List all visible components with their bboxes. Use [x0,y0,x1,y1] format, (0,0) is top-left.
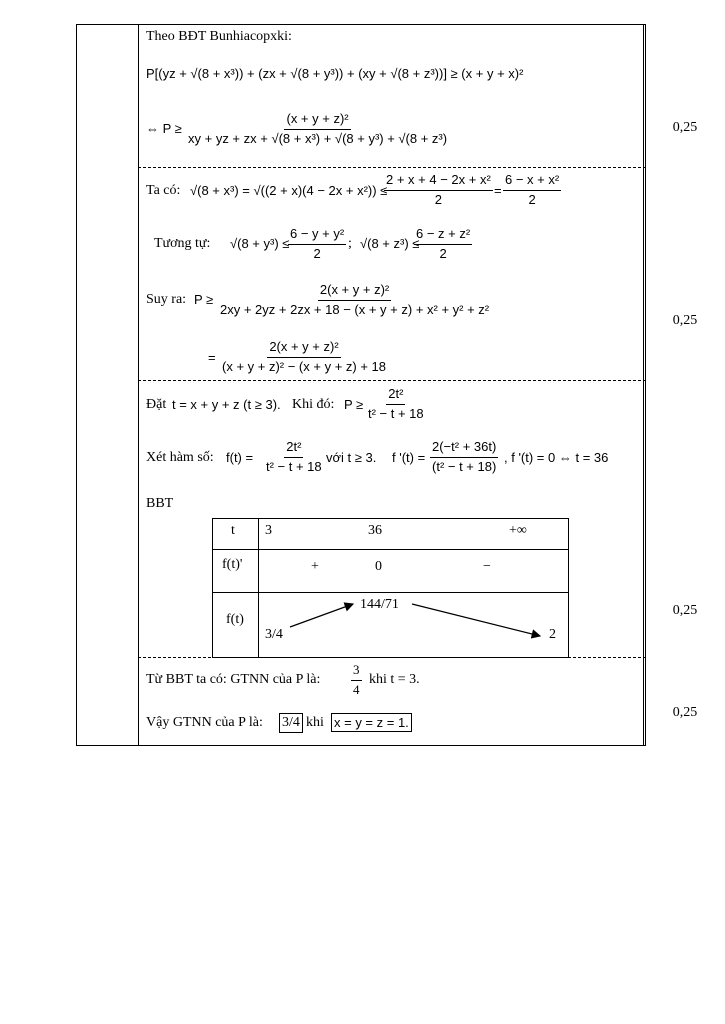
fraction-numerator: 6 − y + y² [288,227,346,245]
score-4: 0,25 [672,705,698,720]
khido-label: Khi đó: [292,397,335,412]
dat-label: Đặt [146,397,167,412]
fraction-denominator: t² − t + 18 [266,458,322,474]
equality-condition-box: x = y = z = 1. [331,713,412,732]
intro-text: Theo BĐT Bunhiacopxki: [146,29,292,44]
vt-fprime-zero: 0 [375,559,382,574]
fraction-denominator: 4 [353,681,360,697]
fraction-denominator: (t² − t + 18) [432,458,497,474]
vt-t-value-mid: 36 [368,523,382,538]
fraction-numerator: 2t² [386,387,405,405]
vt-f-max: 144/71 [360,597,399,612]
xet-fprime-label: f '(t) = [392,450,426,465]
tuongtu-y-expression: √(8 + y³) ≤ [230,236,290,251]
conclusion-line1-suffix: khi t = 3. [369,672,420,687]
fraction-numerator: 6 − x + x² [503,173,561,191]
dat-expression: t = x + y + z (t ≥ 3). [172,397,281,412]
vt-t-value-start: 3 [265,523,272,538]
suyra-label: Suy ra: [146,292,187,307]
fraction-numerator: 2t² [284,440,303,458]
score-1: 0,25 [672,120,698,135]
vt-fprime-minus: − [483,559,491,574]
min-value-box: 3/4 [279,713,303,733]
tuongtu-z-expression: √(8 + z³) ≤ [360,236,420,251]
fraction-denominator: 2 [313,245,321,261]
fraction-denominator: 2 [439,245,447,261]
fraction-denominator: (x + y + z)² − (x + y + z) + 18 [222,358,386,374]
fraction-numerator: (x + y + z)² [284,112,350,130]
decreasing-arrow [412,604,540,636]
conclusion-line2-prefix: Vậy GTNN của P là: [146,715,263,730]
increasing-arrow [290,604,353,627]
vt-fprime-plus: + [311,559,319,574]
fraction-numerator: 2 + x + 4 − 2x + x² [384,173,493,191]
vt-t-value-end: +∞ [509,523,527,538]
semicolon: ; [348,236,352,251]
conclusion-line1-prefix: Từ BBT ta có: GTNN của P là: [146,672,321,687]
fraction-numerator: 2(x + y + z)² [318,283,391,301]
vt-fprime-label: f(t)' [222,557,243,572]
taco-label: Ta có: [146,183,181,198]
dat-prefix: P ≥ [344,397,364,412]
suyra-prefix: P ≥ [194,292,214,307]
bbt-label: BBT [146,496,174,511]
xet-f-label: f(t) = [226,450,254,465]
fraction-numerator: 6 − z + z² [414,227,472,245]
vt-f-label: f(t) [226,612,244,627]
xet-tail: , f '(t) = 0 ⇔ t = 36 [504,450,609,465]
fraction-denominator: 2xy + 2yz + 2zx + 18 − (x + y + z) + x² + y² + z² [220,301,490,317]
fraction-denominator: 2 [434,191,442,207]
bunhiacopxki-inequality: P[(yz + √(8 + x³)) + (zx + √(8 + y³)) + (xy + √(8 + z³))] ≥ (x + y + x)² [146,66,524,81]
xet-label: Xét hàm số: [146,450,214,465]
fraction-numerator: 2(−t² + 36t) [430,440,498,458]
fraction-denominator: xy + yz + zx + √(8 + x³) + √(8 + y³) + √(8 + z³) [188,130,448,146]
vt-t-label: t [231,523,235,538]
vt-f-end: 2 [549,627,556,642]
conclusion-khi: khi [306,715,324,730]
xet-voi: với t ≥ 3. [326,450,377,465]
fraction-denominator: t² − t + 18 [368,405,424,421]
score-3: 0,25 [672,603,698,618]
tuongtu-label: Tương tự: [154,236,211,251]
equals-sign-2: = [208,350,216,365]
vt-f-start: 3/4 [265,627,283,642]
conclusion-fraction [351,663,362,698]
score-2: 0,25 [672,313,698,328]
taco-expression: √(8 + x³) = √((2 + x)(4 − 2x + x²)) ≤ [190,183,388,198]
fraction-numerator: 2(x + y + z)² [267,340,340,358]
fraction-denominator: 2 [528,191,536,207]
equals-sign: = [494,183,502,198]
equivalent-prefix: ⇔ P ≥ [146,121,182,136]
fraction-numerator: 3 [351,663,362,681]
